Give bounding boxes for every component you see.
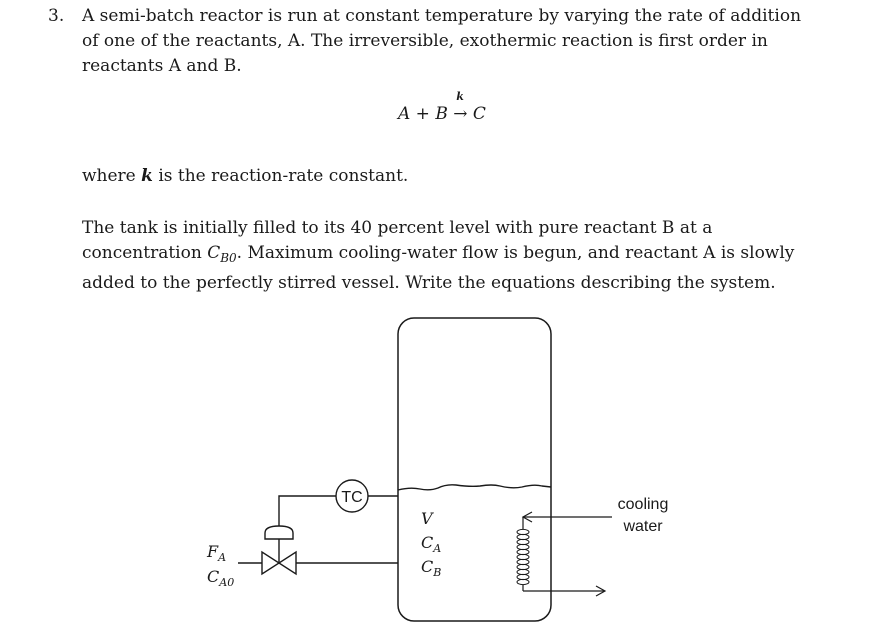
tank-volume-label: V bbox=[421, 509, 433, 528]
where-statement: where k is the reaction-rate constant. bbox=[82, 166, 409, 186]
tank-cb-label: $C_B$ bbox=[421, 557, 442, 579]
tc-label: TC bbox=[341, 489, 363, 506]
problem-statement: The tank is initially filled to its 40 percent level with pure reactant B at a concentration $C_{B0}$. Maximum cooling-water flow is begun, and reactant A is slowly added to the perfectly stirred vessel. Write the equations describing the system. bbox=[82, 218, 795, 293]
water-label: water bbox=[623, 518, 663, 535]
cooling-coil bbox=[517, 529, 529, 584]
reaction-product: C bbox=[472, 104, 486, 124]
tank-ca-label: $C_A$ bbox=[421, 533, 442, 555]
rate-constant-label: k bbox=[456, 90, 464, 103]
reaction-reactants: A + B bbox=[398, 104, 448, 124]
inlet-concentration-label: $C_{A0}$ bbox=[207, 567, 235, 589]
valve-actuator bbox=[265, 526, 293, 539]
liquid-level bbox=[398, 485, 551, 490]
problem-number: 3. bbox=[48, 6, 65, 26]
cooling-label: cooling bbox=[617, 496, 669, 513]
problem-intro: A semi-batch reactor is run at constant temperature by varying the rate of addition of one of the reactants, A. The irreversible, exothermic reaction is first order in reactants A and B. bbox=[82, 6, 802, 76]
reaction-arrow: k → bbox=[453, 90, 468, 124]
control-signal-line bbox=[279, 496, 336, 526]
inlet-flow-label: $F_A$ bbox=[207, 542, 227, 564]
